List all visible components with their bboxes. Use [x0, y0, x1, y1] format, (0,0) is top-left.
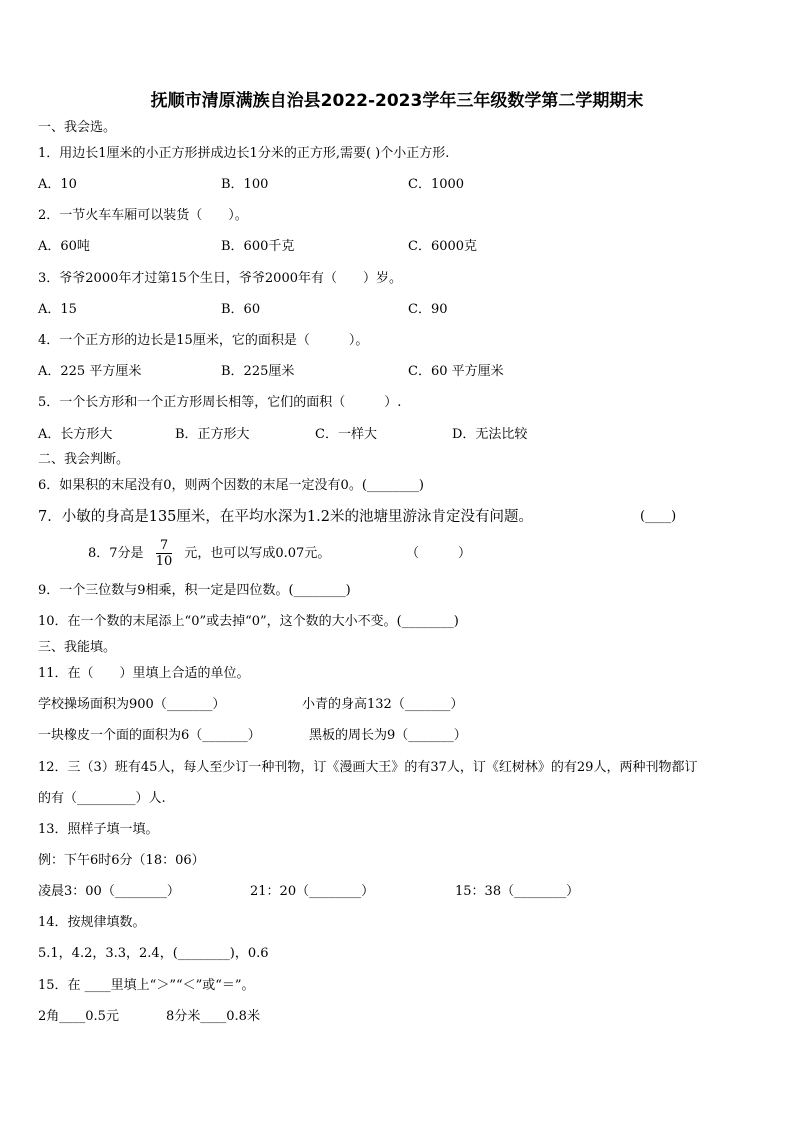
- q13-item-b: 21：20（________）: [250, 884, 375, 899]
- section-heading-fill: 三、我能填。: [38, 640, 117, 655]
- question-4: 4．一个正方形的边长是15厘米，它的面积是（ ）。: [38, 333, 369, 348]
- question-9: 9．一个三位数与9相乘，积一定是四位数。(________): [38, 583, 351, 598]
- question-2: 2．一节火车车厢可以装货（ ）。: [38, 208, 248, 223]
- q3-option-b: B．60: [221, 302, 261, 317]
- q5-option-b: B．正方形大: [175, 427, 250, 442]
- q8-text-after: 元，也可以写成0.07元。: [184, 546, 331, 561]
- q11-item-height: 小青的身高132（_______）: [302, 697, 464, 712]
- question-10: 10．在一个数的末尾添上“0”或去掉“0”，这个数的大小不变。(________): [38, 614, 459, 629]
- question-12-line-1: 12．三（3）班有45人，每人至少订一种刊物，订《漫画大王》的有37人，订《红树林》的有29人，两种刊物都订: [38, 760, 698, 775]
- q4-option-c: C．60 平方厘米: [408, 364, 504, 379]
- question-5: 5．一个长方形和一个正方形周长相等，它们的面积（ ）.: [38, 395, 402, 410]
- question-8: [88, 537, 330, 571]
- question-11: 11．在（ ）里填上合适的单位。: [38, 666, 250, 681]
- q2-option-b: B．600千克: [221, 239, 295, 254]
- question-7: 7．小敏的身高是135厘米，在平均水深为1.2米的池塘里游泳肯定没有问题。: [38, 509, 533, 525]
- q3-option-a: A．15: [38, 302, 77, 317]
- q8-text-before: 8．7分是: [88, 546, 144, 561]
- q15-item-a: 2角____0.5元: [38, 1009, 119, 1024]
- q5-option-a: A．长方形大: [38, 427, 113, 442]
- page-title: 抚顺市清原满族自治县2022-2023学年三年级数学第二学期期末: [150, 91, 644, 111]
- q8-answer-blank[interactable]: （ ）: [406, 546, 472, 561]
- q5-option-d: D．无法比较: [452, 427, 528, 442]
- q11-item-eraser: 一块橡皮一个面的面积为6（_______）: [38, 728, 261, 743]
- q11-item-playground: 学校操场面积为900（_______）: [38, 697, 226, 712]
- q14-sequence: 5.1，4.2，3.3，2.4，(________)，0.6: [38, 946, 269, 961]
- fraction: [156, 538, 173, 569]
- q1-option-b: B．100: [221, 177, 269, 192]
- question-14: 14．按规律填数。: [38, 915, 146, 930]
- question-1: 1．用边长1厘米的小正方形拼成边长1分米的正方形,需要( )个小正方形.: [38, 146, 450, 161]
- q1-option-a: A．10: [38, 177, 77, 192]
- fraction-numerator: 7: [156, 538, 173, 554]
- section-heading-judge: 二、我会判断。: [38, 452, 130, 467]
- q2-option-c: C．6000克: [408, 239, 478, 254]
- q13-example: 例：下午6时6分（18：06）: [38, 853, 205, 868]
- question-15: 15．在 ____里填上“＞”“＜”或“＝”。: [38, 978, 255, 993]
- q7-answer-blank[interactable]: (____): [640, 509, 677, 524]
- question-6: 6．如果积的末尾没有0，则两个因数的末尾一定没有0。(________): [38, 478, 424, 493]
- section-heading-choice: 一、我会选。: [38, 120, 117, 135]
- q4-option-b: B．225厘米: [221, 364, 295, 379]
- q5-option-c: C．一样大: [315, 427, 377, 442]
- question-13: 13．照样子填一填。: [38, 822, 159, 837]
- fraction-denominator: 10: [155, 554, 173, 569]
- q15-item-b: 8分米____0.8米: [166, 1009, 260, 1024]
- q11-item-blackboard: 黑板的周长为9（_______）: [309, 728, 467, 743]
- q4-option-a: A．225 平方厘米: [38, 364, 142, 379]
- question-3: 3．爷爷2000年才过第15个生日，爷爷2000年有（ ）岁。: [38, 271, 402, 286]
- q13-item-c: 15：38（________）: [455, 884, 580, 899]
- q1-option-c: C．1000: [408, 177, 465, 192]
- q3-option-c: C．90: [408, 302, 448, 317]
- q2-option-a: A．60吨: [38, 239, 90, 254]
- question-12-line-2: 的有（_________）人.: [38, 791, 166, 806]
- q13-item-a: 凌晨3：00（________）: [38, 884, 180, 899]
